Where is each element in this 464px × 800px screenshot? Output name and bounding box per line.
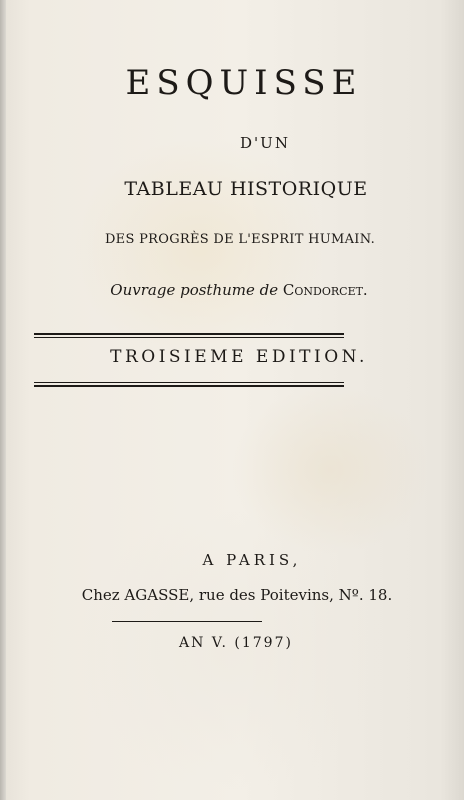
imprint-date: AN V. (1797) [179, 635, 293, 651]
double-rule-top-thin [34, 337, 344, 338]
imprint-city: A PARIS, [202, 551, 302, 569]
double-rule-bottom-thick [34, 385, 344, 387]
subtitle-progres: DES PROGRÈS DE L'ESPRIT HUMAIN. [104, 232, 376, 247]
double-rule-top-thick [34, 333, 344, 335]
imprint-publisher: Chez AGASSE, rue des Poitevins, Nº. 18. [81, 586, 393, 604]
double-rule-bottom-thin [34, 382, 344, 383]
author-line-prefix: Ouvrage posthume de [110, 281, 279, 299]
page-gutter-edge [0, 0, 6, 800]
book-title: ESQUISSE [125, 63, 363, 103]
author-line [0, 283, 464, 298]
author-name: Condorcet. [282, 281, 368, 299]
imprint-rule [112, 621, 262, 622]
edition-label: TROISIEME EDITION. [110, 347, 368, 367]
subtitle-tableau: TABLEAU HISTORIQUE [124, 178, 368, 200]
title-connector: D'UN [240, 134, 290, 152]
